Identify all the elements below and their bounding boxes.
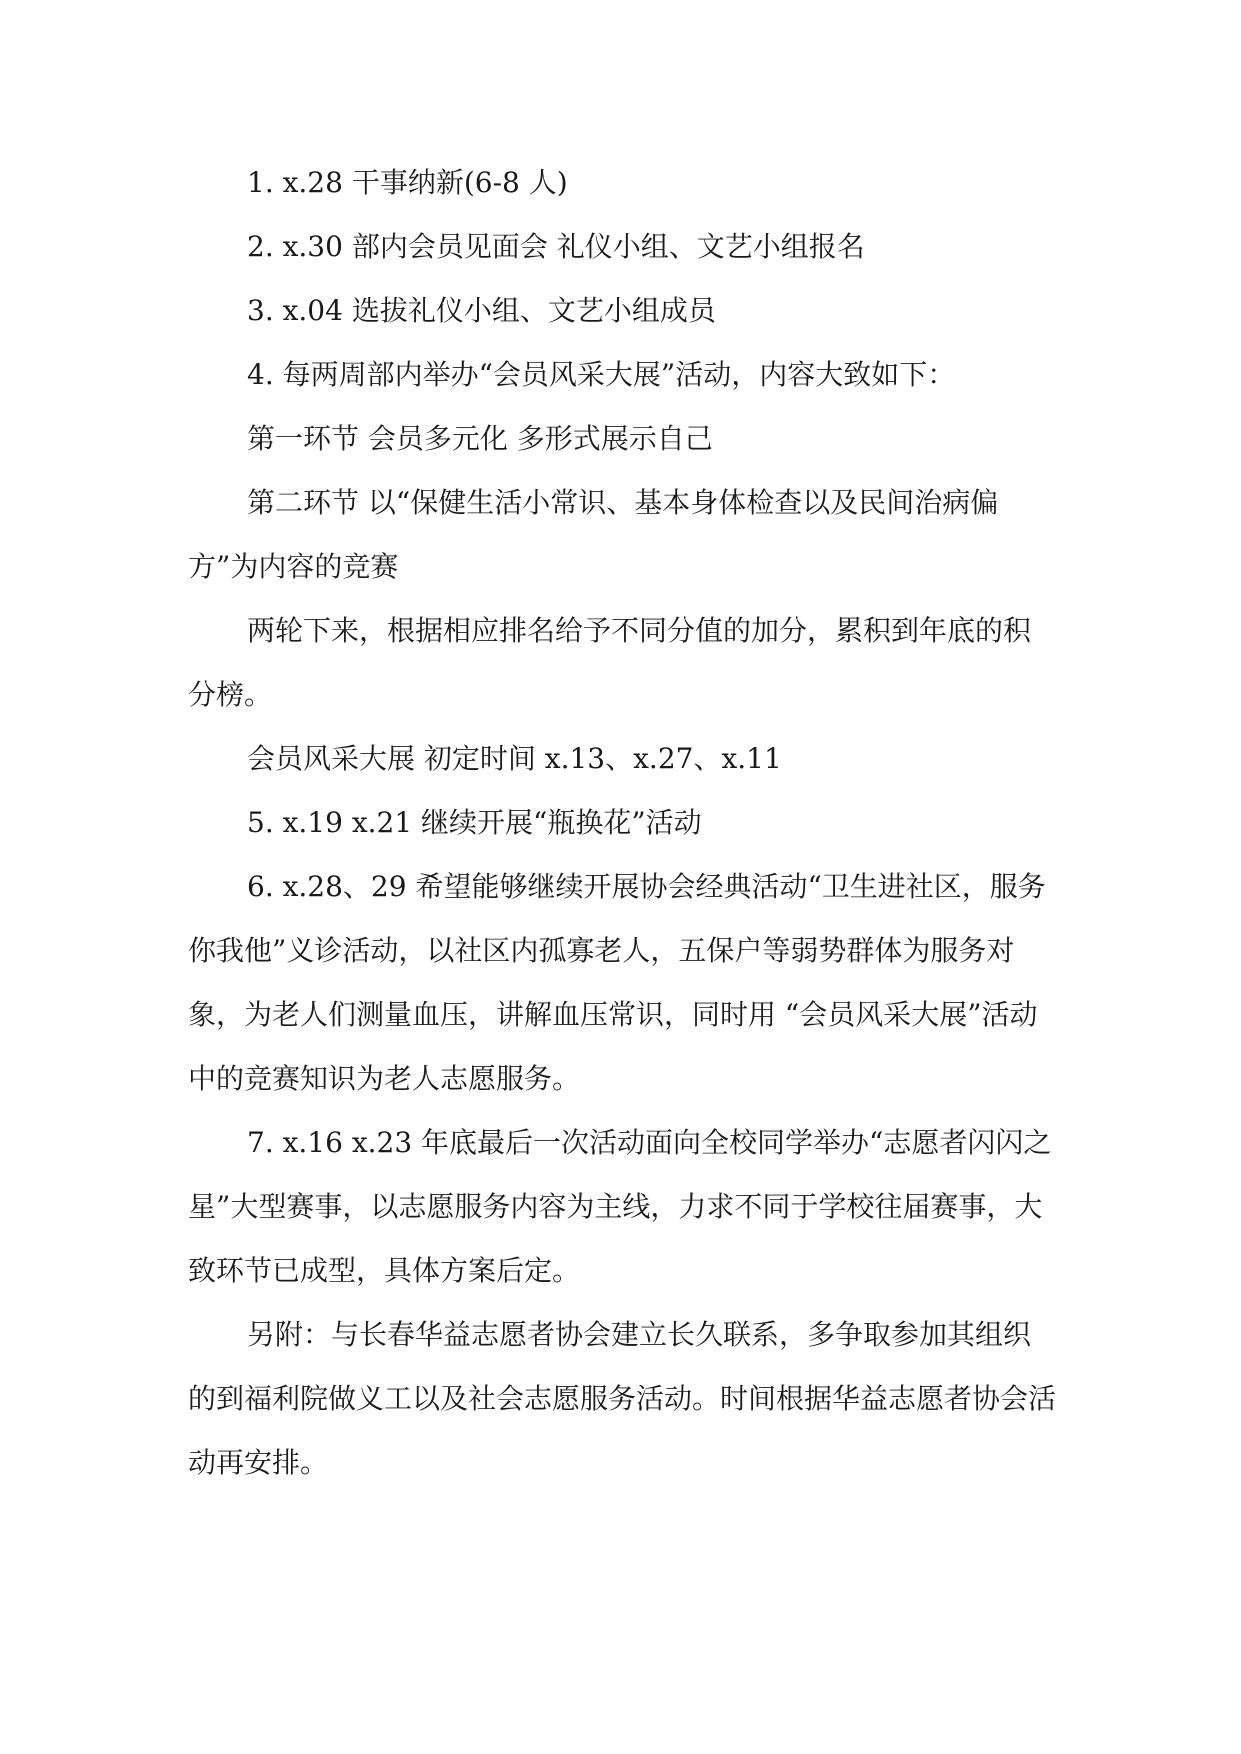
- paragraph-item-3: 3. x.04 选拔礼仪小组、文艺小组成员: [247, 294, 716, 327]
- paragraph-item-6: 6. x.28、29 希望能够继续开展协会经典活动“卫生进社区，服务你我他”义诊活动，以社区内孤寡老人，五保户等弱势群体为服务对象，为老人们测量血压，讲解血压常识，同时用 “会员风采大展”活动中的竞赛知识为老人志愿服务。: [188, 870, 1046, 1095]
- paragraph-item-1: 1. x.28 干事纳新(6-8 人): [247, 166, 568, 199]
- paragraph-schedule: 会员风采大展 初定时间 x.13、x.27、x.11: [247, 742, 782, 775]
- paragraph-item-7: 7. x.16 x.23 年底最后一次活动面向全校同学举办“志愿者闪闪之星”大型赛事，以志愿服务内容为主线，力求不同于学校往届赛事，大致环节已成型，具体方案后定。: [188, 1126, 1052, 1287]
- paragraph-item-5: 5. x.19 x.21 继续开展“瓶换花”活动: [247, 806, 702, 839]
- paragraph-appendix: 另附：与长春华益志愿者协会建立长久联系，多争取参加其组织的到福利院做义工以及社会志愿服务活动。时间根据华益志愿者协会活动再安排。: [188, 1318, 1057, 1479]
- paragraph-stage-two: 第二环节 以“保健生活小常识、基本身体检查以及民间治病偏方”为内容的竞赛: [188, 486, 999, 583]
- paragraph-scoring: 两轮下来，根据相应排名给予不同分值的加分，累积到年底的积分榜。: [188, 614, 1032, 711]
- paragraph-item-4: 4. 每两周部内举办“会员风采大展”活动，内容大致如下：: [247, 358, 956, 391]
- document-body: [188, 151, 1056, 1495]
- paragraph-item-2: 2. x.30 部内会员见面会 礼仪小组、文艺小组报名: [247, 230, 865, 263]
- paragraph-stage-one: 第一环节 会员多元化 多形式展示自己: [247, 422, 713, 455]
